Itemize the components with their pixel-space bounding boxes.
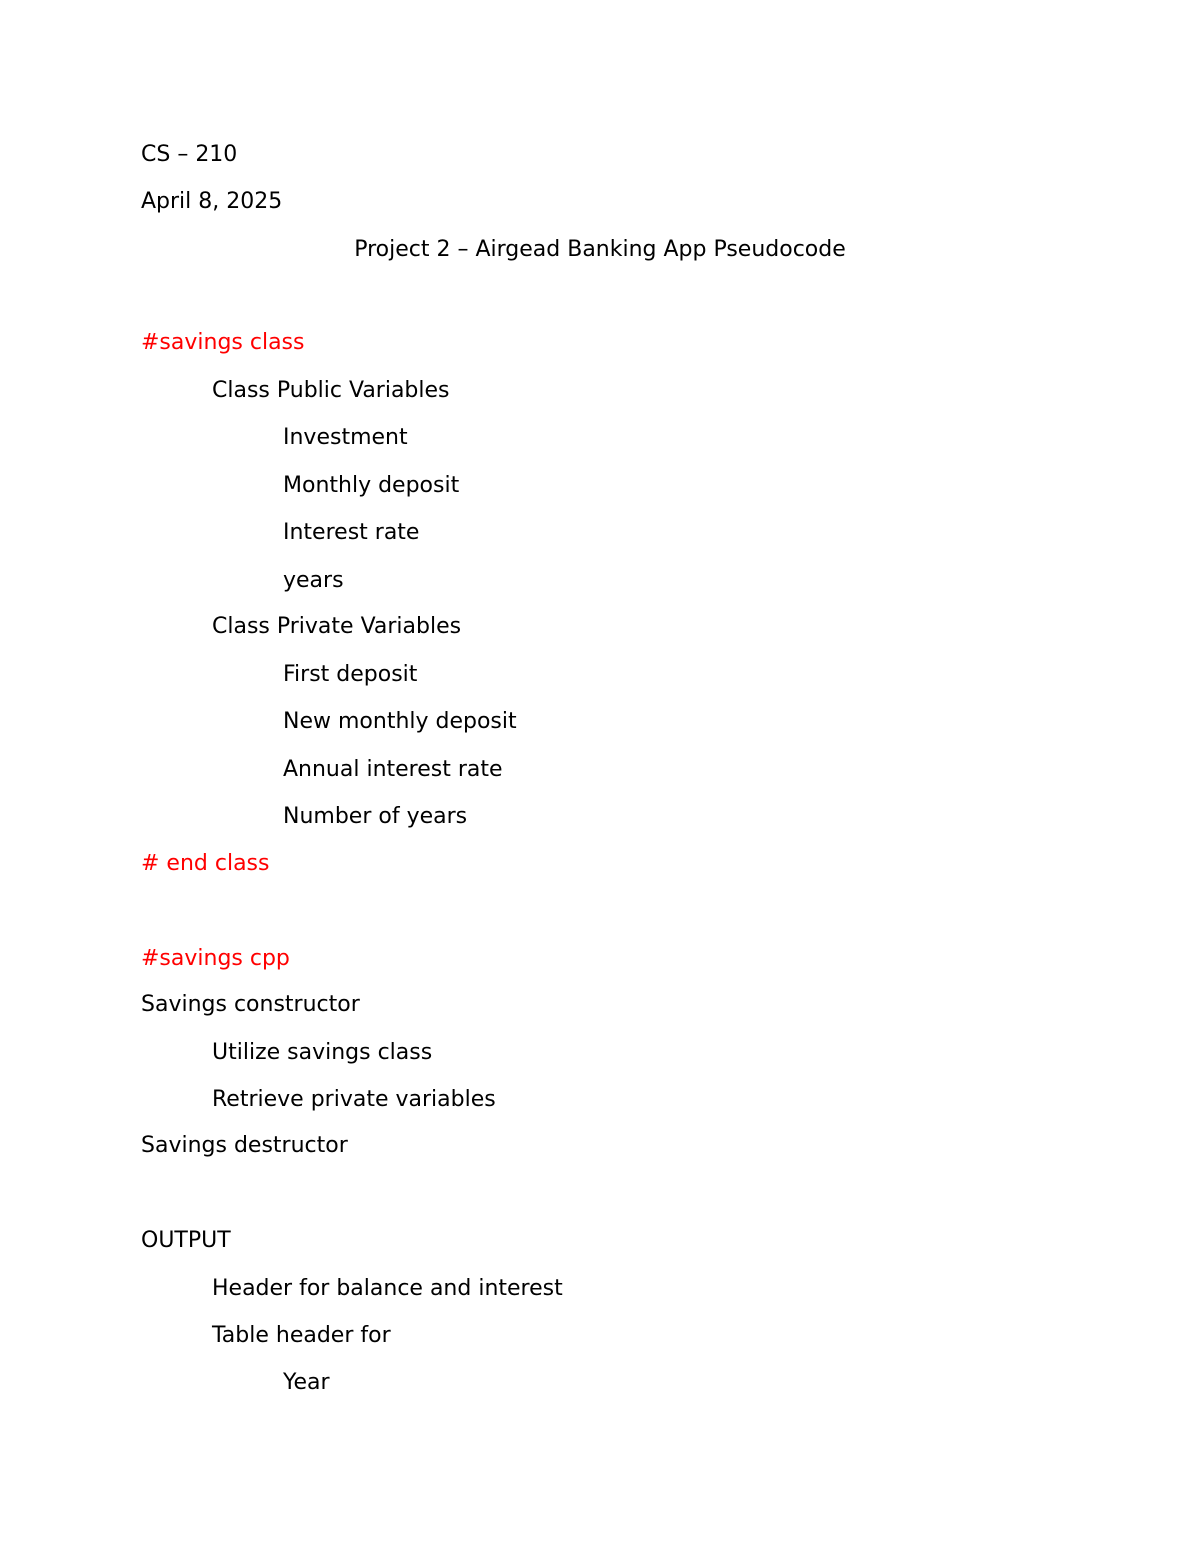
savings-cpp-comment: #savings cpp bbox=[141, 946, 290, 971]
public-variable-item: Monthly deposit bbox=[283, 473, 460, 498]
savings-destructor: Savings destructor bbox=[141, 1133, 348, 1158]
public-variable-item: Investment bbox=[283, 425, 408, 450]
output-heading: OUTPUT bbox=[141, 1228, 231, 1253]
savings-constructor: Savings constructor bbox=[141, 992, 360, 1017]
course-code: CS – 210 bbox=[141, 142, 238, 167]
public-variable-item: years bbox=[283, 568, 344, 593]
private-variable-item: Annual interest rate bbox=[283, 757, 503, 782]
constructor-step: Utilize savings class bbox=[212, 1040, 433, 1065]
output-item: Table header for bbox=[212, 1323, 391, 1348]
private-variable-item: Number of years bbox=[283, 804, 468, 829]
table-column-item: Year bbox=[283, 1370, 330, 1395]
private-variable-item: First deposit bbox=[283, 662, 418, 687]
private-variable-item: New monthly deposit bbox=[283, 709, 517, 734]
output-item: Header for balance and interest bbox=[212, 1276, 563, 1301]
private-variables-heading: Class Private Variables bbox=[212, 614, 462, 639]
public-variable-item: Interest rate bbox=[283, 520, 420, 545]
savings-class-comment: #savings class bbox=[141, 330, 305, 355]
document-title: Project 2 – Airgead Banking App Pseudocode bbox=[354, 237, 846, 262]
constructor-step: Retrieve private variables bbox=[212, 1087, 496, 1112]
document-date: April 8, 2025 bbox=[141, 189, 283, 214]
public-variables-heading: Class Public Variables bbox=[212, 378, 450, 403]
end-class-comment: # end class bbox=[141, 851, 270, 876]
